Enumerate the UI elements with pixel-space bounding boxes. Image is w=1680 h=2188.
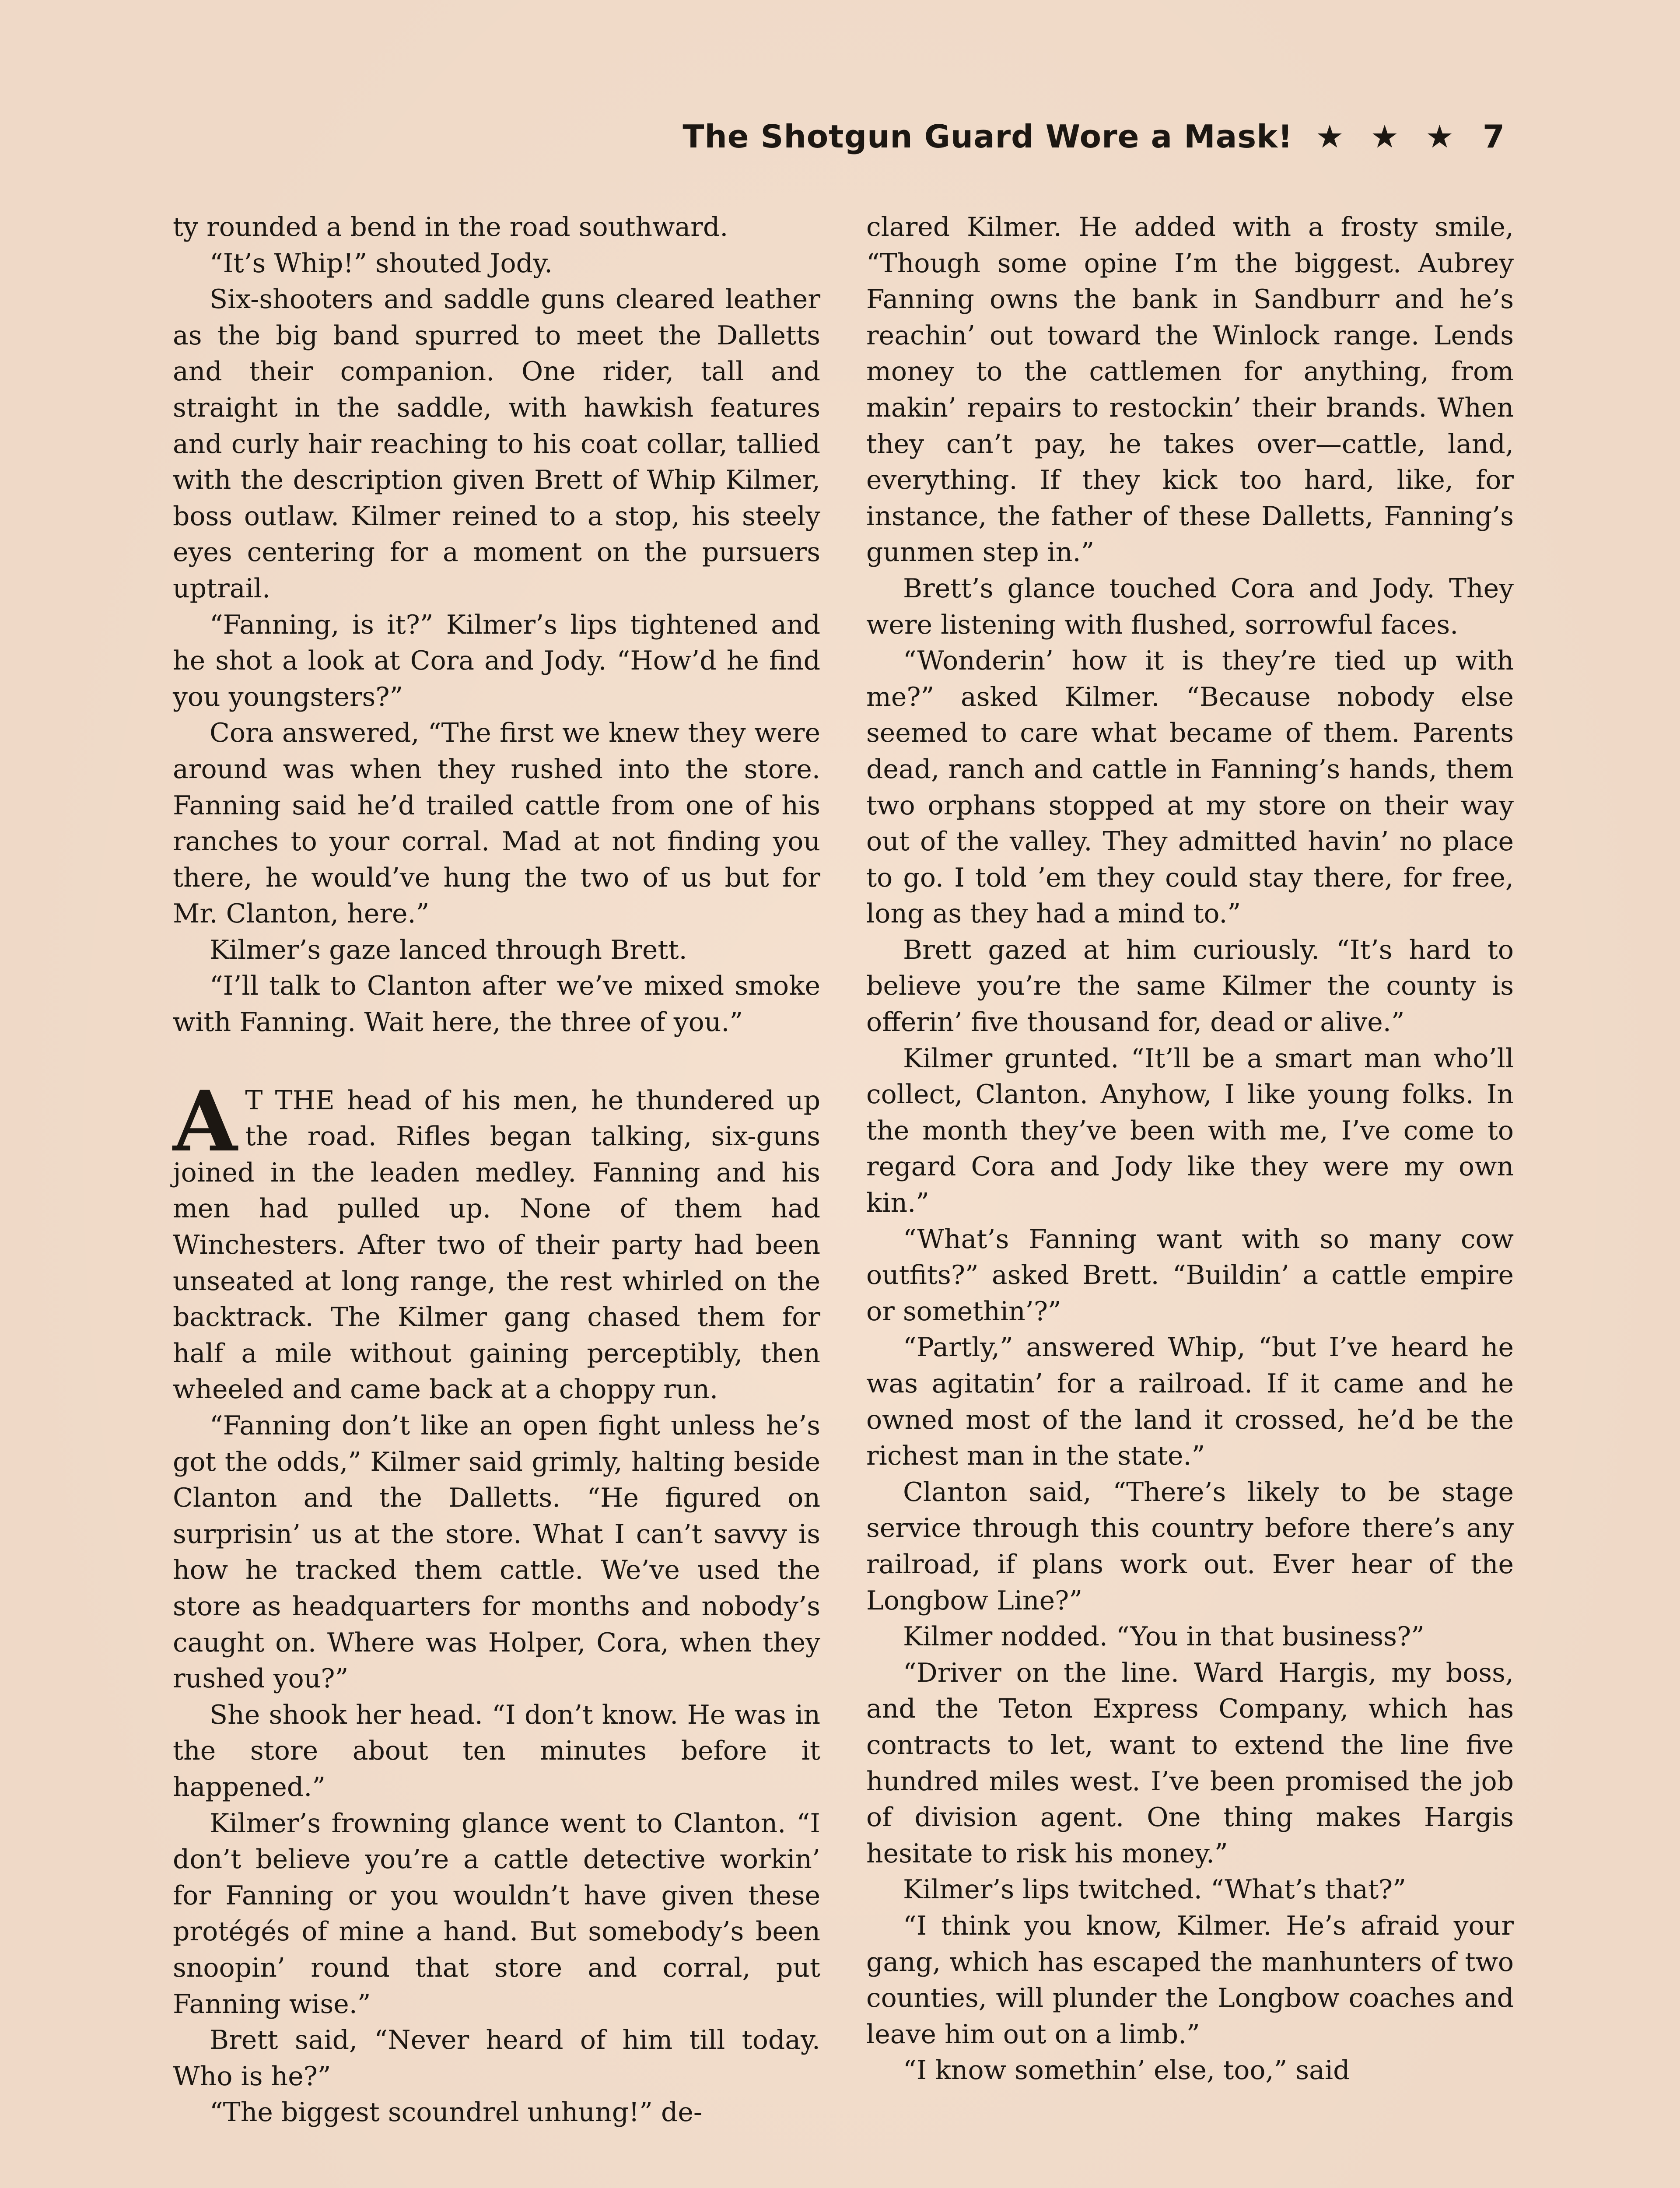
paragraph: Clanton said, “There’s likely to be stage service through this country before there’s any railroad, if plans work out. Ever hear of the Longbow Line?” bbox=[866, 1476, 1514, 1616]
page-number: 7 bbox=[1482, 118, 1505, 155]
paragraph: Kilmer nodded. “You in that business?” bbox=[903, 1621, 1424, 1652]
paragraph: “The biggest scoundrel unhung!” de- bbox=[210, 2097, 703, 2128]
running-header bbox=[682, 118, 1505, 155]
paragraph: “Fanning, is it?” Kilmer’s lips tightened and he shot a look at Cora and Jody. “How’d he find you youngsters?” bbox=[173, 609, 820, 712]
paragraph: clared Kilmer. He added with a frosty smile, “Though some opine I’m the biggest. Aubrey Fanning owns the bank in Sandburr and he’s reachin’ out toward the Winlock range. Lends money to the cattlemen for anything, from makin’ repairs to restockin’ their brands. When they can’t pay, he takes over—cattle, land, everything. If they kick too hard, like, for instance, the father of these Dalletts, Fanning’s gunmen step in.” bbox=[866, 212, 1514, 568]
paragraph: “Wonderin’ how it is they’re tied up with me?” asked Kilmer. “Because nobody else seemed to care what became of them. Parents dead, ranch and cattle in Fanning’s hands, them two orphans stopped at my store on their way out of the valley. They admitted havin’ no place to go. I told ’em they could stay there, for free, long as they had a mind to.” bbox=[866, 645, 1514, 929]
paragraph: Six-shooters and saddle guns cleared leather as the big band spurred to meet the Dalletts and their companion. One rider, tall and straight in the saddle, with hawkish features and curly hair reaching to his coat collar, tallied with the description given Brett of Whip Kilmer, boss outlaw. Kilmer reined to a stop, his steely eyes centering for a moment on the pursuers uptrail. bbox=[173, 284, 820, 604]
paragraph: “I think you know, Kilmer. He’s afraid your gang, which has escaped the manhunters of two counties, will plunder the Longbow coaches and leave him out on a limb.” bbox=[866, 1910, 1514, 2050]
paragraph: ty rounded a bend in the road southward. bbox=[173, 212, 728, 242]
paragraph: Kilmer’s frowning glance went to Clanton. “I don’t believe you’re a cattle detective workin’ for Fanning or you wouldn’t have given these protégés of mine a hand. But somebody’s been snoopin’ round that store and corral, put Fanning wise.” bbox=[173, 1808, 820, 2020]
paragraph: Brett said, “Never heard of him till today. Who is he?” bbox=[173, 2025, 820, 2092]
section-opening-paragraph bbox=[173, 1072, 820, 1408]
left-column bbox=[173, 209, 820, 2131]
right-column bbox=[866, 209, 1514, 2089]
paragraph: Brett’s glance touched Cora and Jody. They were listening with flushed, sorrowful faces. bbox=[866, 573, 1514, 640]
paragraph: She shook her head. “I don’t know. He was in the store about ten minutes before it happened.” bbox=[173, 1699, 820, 1802]
paragraph: “It’s Whip!” shouted Jody. bbox=[210, 248, 553, 279]
paragraph: Kilmer’s lips twitched. “What’s that?” bbox=[903, 1874, 1406, 1905]
paragraph: “I know somethin’ else, too,” said bbox=[903, 2055, 1350, 2086]
paragraph: “Partly,” answered Whip, “but I’ve heard he was agitatin’ for a railroad. If it came and he owned most of the land it crossed, he’d be the richest man in the state.” bbox=[866, 1332, 1514, 1472]
paragraph-text: T THE head of his men, he thundered up the road. Rifles began talking, six-guns joined in the leaden medley. Fanning and his men had pulled up. None of them had Winchesters. After two of their party had been unseated at long range, the rest whirled on the backtrack. The Kilmer gang chased them for half a mile without gaining perceptibly, then wheeled and came back at a choppy run. bbox=[173, 1085, 820, 1405]
star-ornaments: ★ ★ ★ bbox=[1316, 118, 1462, 155]
paragraph: Kilmer grunted. “It’ll be a smart man who’ll collect, Clanton. Anyhow, I like young folks. In the month they’ve been with me, I’ve come to regard Cora and Jody like they were my own kin.” bbox=[866, 1043, 1514, 1219]
paragraph: “Fanning don’t like an open fight unless he’s got the odds,” Kilmer said grimly, halting beside Clanton and the Dalletts. “He figured on surprisin’ us at the store. What I can’t savvy is how he tracked them cattle. We’ve used the store as headquarters for months and nobody’s caught on. Where was Holper, Cora, when they rushed you?” bbox=[173, 1410, 820, 1694]
paragraph: “I’ll talk to Clanton after we’ve mixed smoke with Fanning. Wait here, the three of you.” bbox=[173, 971, 820, 1038]
paragraph: Kilmer’s gaze lanced through Brett. bbox=[210, 934, 687, 965]
paragraph: “Driver on the line. Ward Hargis, my boss, and the Teton Express Company, which has contracts to let, want to extend the line five hundred miles west. I’ve been promised the job of division agent. One thing makes Hargis hesitate to risk his money.” bbox=[866, 1657, 1514, 1869]
paragraph: Cora answered, “The first we knew they were around was when they rushed into the store. Fanning said he’d trailed cattle from one of his ranches to your corral. Mad at not finding you there, he would’ve hung the two of us but for Mr. Clanton, here.” bbox=[173, 718, 820, 929]
paragraph: “What’s Fanning want with so many cow outfits?” asked Brett. “Buildin’ a cattle empire or somethin’?” bbox=[866, 1224, 1514, 1327]
drop-cap-letter: A bbox=[173, 1072, 238, 1170]
paragraph: Brett gazed at him curiously. “It’s hard to believe you’re the same Kilmer the county is offerin’ five thousand for, dead or alive.” bbox=[866, 934, 1514, 1038]
story-title: The Shotgun Guard Wore a Mask! bbox=[682, 118, 1293, 155]
